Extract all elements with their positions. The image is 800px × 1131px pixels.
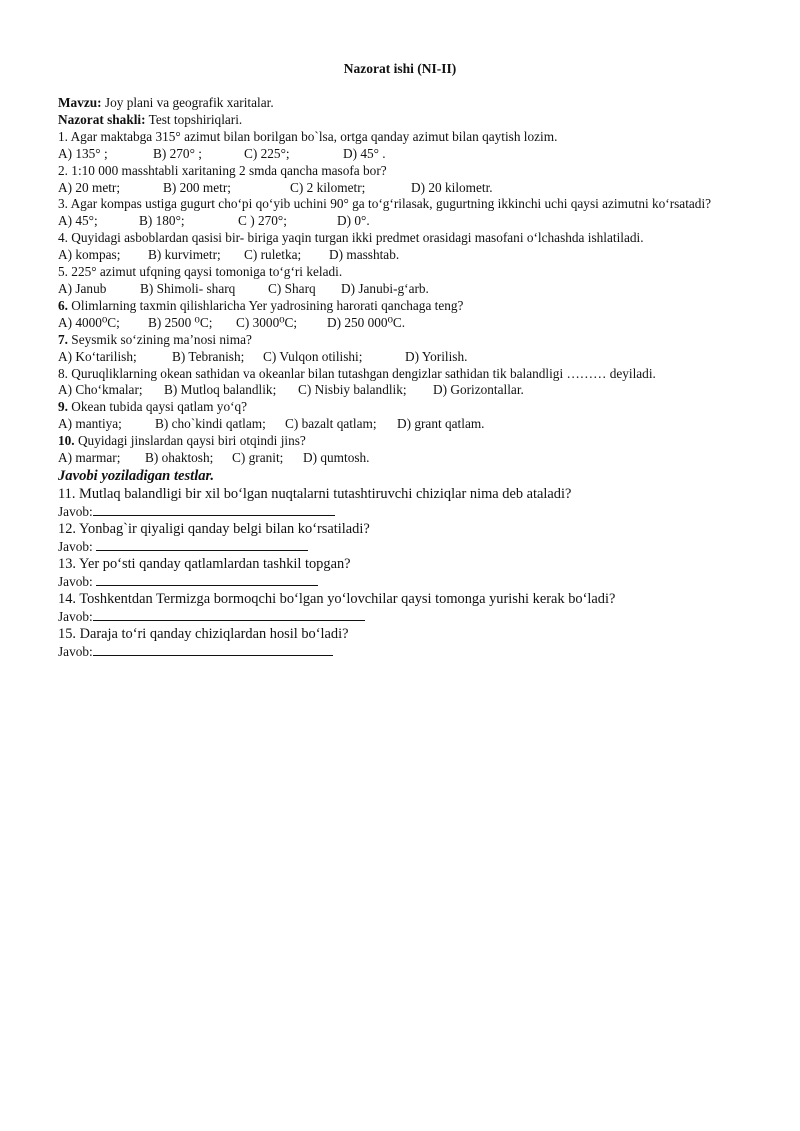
question-text: Quyidagi asboblardan qasisi bir- biriga yaqin turgan ikki predmet orasidagi masofani o‘lchashda ishlatiladi. bbox=[67, 230, 644, 246]
answer-line-12 bbox=[58, 538, 758, 555]
option-d: D) Gorizontallar. bbox=[433, 382, 524, 398]
option-b: B) Tebranish; bbox=[172, 348, 245, 364]
question-number: 5. bbox=[58, 264, 68, 280]
option-b: B) Shimoli- sharq bbox=[140, 280, 236, 296]
form-text: Test topshiriqlari. bbox=[145, 111, 243, 127]
answer-label: Javob: bbox=[58, 503, 93, 519]
question-text: 1:10 000 masshtabli xaritaning 2 smda qancha masofa bor? bbox=[67, 162, 387, 178]
topic-label: Mavzu: bbox=[58, 95, 102, 110]
option-c: C) 3000⁰C; bbox=[236, 314, 298, 330]
option-c: C) 225°; bbox=[244, 145, 290, 161]
answer-label: Javob: bbox=[58, 538, 97, 554]
option-b: B) ohaktosh; bbox=[145, 450, 214, 466]
option-a: A) 135° ; bbox=[58, 145, 108, 161]
option-a: A) kompas; bbox=[58, 247, 121, 263]
answer-label: Javob: bbox=[58, 573, 97, 589]
option-b: B) cho`kindi qatlam; bbox=[155, 416, 266, 432]
option-c: C) bazalt qatlam; bbox=[285, 416, 377, 432]
options-2 bbox=[58, 180, 758, 197]
question-9 bbox=[58, 399, 758, 416]
question-text: Okean tubida qaysi qatlam yo‘q? bbox=[67, 399, 248, 415]
option-a: A) Cho‘kmalar; bbox=[58, 382, 143, 398]
form-label: Nazorat shakli: bbox=[58, 111, 146, 127]
question-1 bbox=[58, 129, 758, 146]
question-4 bbox=[58, 230, 758, 247]
option-a: A) mantiya; bbox=[58, 416, 122, 432]
topic-line bbox=[58, 95, 758, 112]
option-a: A) Ko‘tarilish; bbox=[58, 348, 137, 364]
question-number: 7. bbox=[58, 331, 68, 347]
question-8 bbox=[58, 366, 758, 383]
option-b: B) 180°; bbox=[139, 213, 185, 229]
question-text: Seysmik so‘zining ma’nosi nima? bbox=[67, 331, 252, 347]
form-line bbox=[58, 112, 758, 129]
options-7 bbox=[58, 349, 758, 366]
options-9 bbox=[58, 416, 758, 433]
options-10 bbox=[58, 450, 758, 467]
option-c: C) Sharq bbox=[268, 280, 316, 296]
question-number: 6. bbox=[58, 297, 68, 313]
answer-label: Javob: bbox=[58, 643, 93, 659]
option-a: A) 45°; bbox=[58, 213, 98, 229]
question-number: 10. bbox=[58, 433, 75, 449]
options-8 bbox=[58, 382, 758, 399]
question-text: Agar maktabga 315° azimut bilan borilgan bo`lsa, ortga qanday azimut bilan qaytish lozim. bbox=[67, 128, 558, 144]
question-text: Quruqliklarning okean sathidan va okeanlar bilan tutashgan dengizlar sathidan tik balandligi ……… deyiladi. bbox=[67, 365, 656, 381]
option-d: D) grant qatlam. bbox=[397, 416, 485, 432]
question-number: 9. bbox=[58, 399, 68, 415]
question-text: Quyidagi jinslardan qaysi biri otqindi jins? bbox=[74, 433, 306, 449]
options-3 bbox=[58, 213, 758, 230]
question-6 bbox=[58, 298, 758, 315]
option-b: B) 270° ; bbox=[153, 145, 202, 161]
written-section-heading: Javobi yoziladigan testlar. bbox=[58, 467, 215, 484]
option-c: C) Vulqon otilishi; bbox=[263, 348, 363, 364]
option-d: D) Janubi-g‘arb. bbox=[341, 280, 429, 296]
option-c: C) granit; bbox=[232, 450, 284, 466]
question-10 bbox=[58, 433, 758, 450]
option-d: D) 20 kilometr. bbox=[411, 179, 493, 195]
option-d: D) masshtab. bbox=[329, 247, 400, 263]
question-text: 225° azimut ufqning qaysi tomoniga to‘g‘ri keladi. bbox=[67, 264, 343, 280]
written-question-11: 11. Mutlaq balandligi bir xil bo‘lgan nuqtalarni tutashtiruvchi chiziqlar nima deb ataladi? bbox=[58, 485, 572, 502]
answer-line-11 bbox=[58, 503, 758, 520]
test-content bbox=[58, 95, 758, 660]
option-d: D) 0°. bbox=[337, 213, 370, 229]
options-5 bbox=[58, 281, 758, 298]
option-a: A) 20 metr; bbox=[58, 179, 121, 195]
options-1 bbox=[58, 146, 758, 163]
written-question-14: 14. Toshkentdan Termizga bormoqchi bo‘lgan yo‘lovchilar qaysi tomonga yurishi kerak bo‘ladi? bbox=[58, 590, 616, 607]
written-question-12: 12. Yonbag`ir qiyaligi qanday belgi bilan ko‘rsatiladi? bbox=[58, 520, 370, 537]
answer-label: Javob: bbox=[58, 608, 93, 624]
answer-field[interactable] bbox=[96, 538, 308, 551]
option-b: B) kurvimetr; bbox=[148, 247, 221, 263]
answer-line-15 bbox=[58, 643, 758, 660]
option-d: D) 250 000⁰C. bbox=[327, 314, 406, 330]
option-c: C ) 270°; bbox=[238, 213, 287, 229]
option-a: A) marmar; bbox=[58, 450, 121, 466]
answer-line-13 bbox=[58, 573, 758, 590]
question-number: 2. bbox=[58, 162, 68, 178]
question-5 bbox=[58, 264, 758, 281]
question-text: Olimlarning taxmin qilishlaricha Yer yadrosining harorati qanchaga teng? bbox=[67, 297, 464, 313]
question-number: 3. bbox=[58, 196, 68, 212]
option-d: D) Yorilish. bbox=[405, 348, 468, 364]
options-4 bbox=[58, 247, 758, 264]
option-b: B) 2500 ⁰C; bbox=[148, 314, 213, 330]
answer-field[interactable] bbox=[93, 608, 365, 621]
option-c: C) Nisbiy balandlik; bbox=[298, 382, 407, 398]
options-6 bbox=[58, 315, 758, 332]
written-question-13: 13. Yer po‘sti qanday qatlamlardan tashkil topgan? bbox=[58, 555, 351, 572]
written-question-15: 15. Daraja to‘ri qanday chiziqlardan hosil bo‘ladi? bbox=[58, 625, 349, 642]
topic-text: Joy plani va geografik xaritalar. bbox=[101, 95, 274, 110]
answer-line-14 bbox=[58, 608, 758, 625]
question-text: Agar kompas ustiga gugurt cho‘pi qo‘yib uchini 90° ga to‘g‘rilasak, gugurtning ikkinchi uchi qaysi azimutni ko‘rsatadi? bbox=[67, 196, 712, 212]
answer-field[interactable] bbox=[93, 643, 333, 656]
answer-field[interactable] bbox=[93, 503, 335, 516]
question-2 bbox=[58, 163, 758, 180]
answer-field[interactable] bbox=[96, 573, 318, 586]
option-c: C) 2 kilometr; bbox=[290, 179, 366, 195]
option-b: B) Mutloq balandlik; bbox=[164, 382, 277, 398]
option-a: A) Janub bbox=[58, 280, 107, 296]
page-title: Nazorat ishi (NI-II) bbox=[343, 61, 457, 76]
option-d: D) qumtosh. bbox=[303, 450, 370, 466]
question-number: 8. bbox=[58, 365, 68, 381]
option-b: B) 200 metr; bbox=[163, 179, 231, 195]
option-a: A) 4000⁰C; bbox=[58, 314, 120, 330]
question-7 bbox=[58, 332, 758, 349]
question-3 bbox=[58, 196, 728, 213]
question-number: 1. bbox=[58, 128, 68, 144]
option-d: D) 45° . bbox=[343, 145, 386, 161]
option-c: C) ruletka; bbox=[244, 247, 302, 263]
question-number: 4. bbox=[58, 230, 68, 246]
